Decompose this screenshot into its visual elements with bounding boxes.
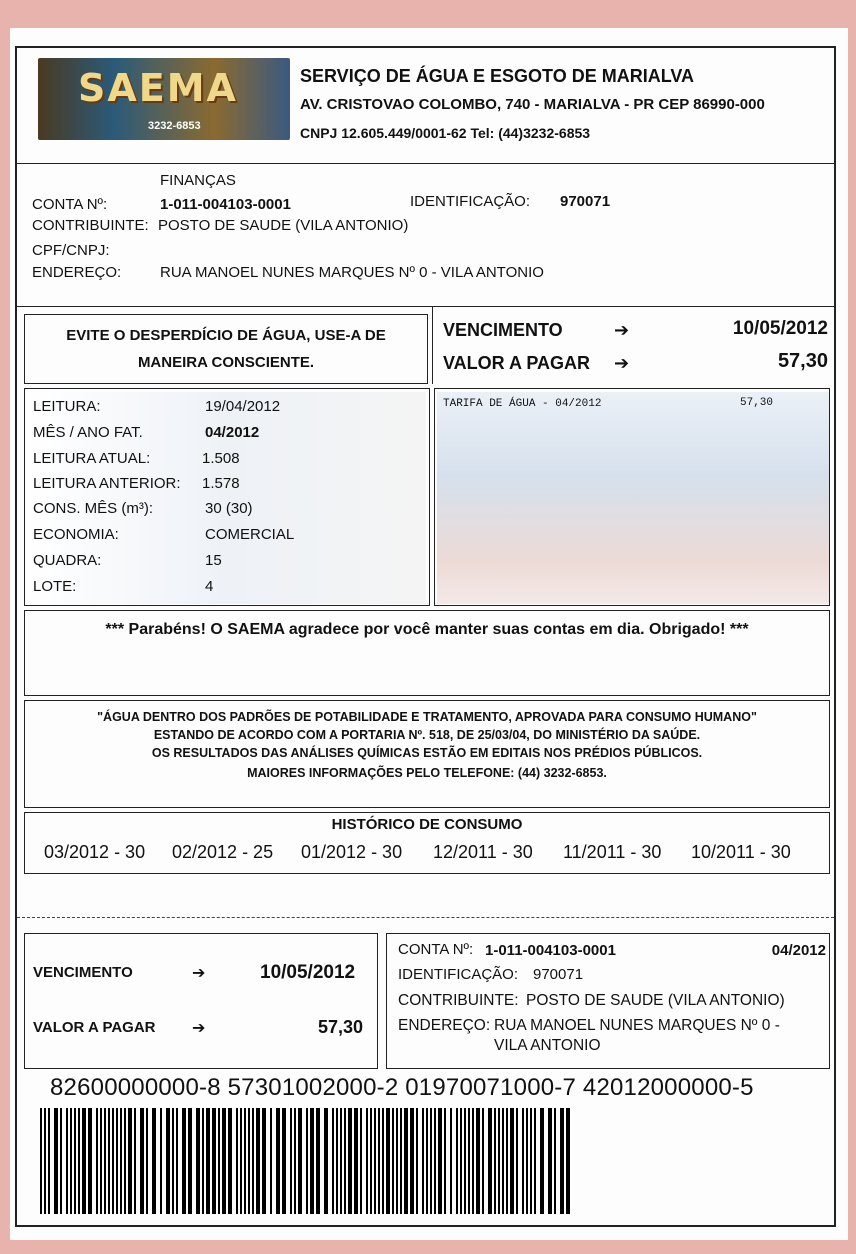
barcode-bar	[146, 1108, 148, 1214]
stub-contrib-value: POSTO DE SAUDE (VILA ANTONIO)	[526, 992, 785, 1009]
barcode-bar	[494, 1108, 496, 1214]
barcode-bar	[316, 1108, 320, 1214]
history-item: 11/2011 - 30	[563, 842, 662, 862]
reading-value: 1.578	[202, 475, 240, 492]
contrib-value: POSTO DE SAUDE (VILA ANTONIO)	[158, 217, 409, 234]
stub-amount-label: VALOR A PAGAR	[33, 1019, 156, 1036]
notice-line1: EVITE O DESPERDÍCIO DE ÁGUA, USE-A DE	[66, 327, 386, 344]
barcode-bar	[444, 1108, 446, 1214]
barcode-bar	[410, 1108, 414, 1214]
barcode-bar	[464, 1108, 466, 1214]
cut-line	[17, 917, 834, 918]
barcode-bar	[128, 1108, 132, 1214]
barcode-bar	[88, 1108, 92, 1214]
stub-endereco-value-cont: VILA ANTONIO	[494, 1037, 601, 1054]
barcode-bar	[378, 1108, 380, 1214]
barcode-bar	[160, 1108, 162, 1214]
amount-label: VALOR A PAGAR	[443, 353, 590, 373]
barcode-bar	[152, 1108, 156, 1214]
barcode-bar	[256, 1108, 260, 1214]
stub-endereco-label: ENDEREÇO:	[398, 1017, 491, 1034]
barcode-bar	[172, 1108, 174, 1214]
arrow-right-icon: ➔	[614, 353, 630, 374]
due-label: VENCIMENTO	[443, 320, 563, 340]
barcode-bar	[324, 1108, 328, 1214]
barcode-bar	[116, 1108, 118, 1214]
barcode-bar	[534, 1108, 536, 1214]
stub-due-date: 10/05/2012	[260, 962, 356, 983]
barcode-bar	[66, 1108, 68, 1214]
barcode-bar	[460, 1108, 462, 1214]
barcode-bar	[530, 1108, 532, 1214]
reading-label: LOTE:	[33, 578, 77, 595]
barcode-bar	[348, 1108, 352, 1214]
reading-label: CONS. MÊS (m³):	[33, 500, 153, 517]
barcode-bar	[510, 1108, 514, 1214]
barcode-bar	[386, 1108, 390, 1214]
barcode-bar	[74, 1108, 76, 1214]
contrib-label: CONTRIBUINTE:	[32, 217, 149, 234]
barcode-bar	[336, 1108, 338, 1214]
barcode-bar	[310, 1108, 314, 1214]
barcode-bar	[108, 1108, 110, 1214]
history-title: HISTÓRICO DE CONSUMO	[331, 816, 523, 833]
section-label: FINANÇAS	[160, 172, 236, 189]
barcode-bar	[166, 1108, 170, 1214]
conta-label: CONTA Nº:	[32, 196, 108, 213]
barcode-bar	[476, 1108, 480, 1214]
arrow-right-icon: ➔	[192, 963, 206, 982]
cpf-label: CPF/CNPJ:	[32, 242, 110, 259]
history-item: 03/2012 - 30	[44, 842, 146, 862]
barcode-bar	[134, 1108, 136, 1214]
barcode-bar	[416, 1108, 418, 1214]
barcode-bar	[426, 1108, 428, 1214]
barcode-bar	[48, 1108, 50, 1214]
history-item: 02/2012 - 25	[172, 842, 274, 862]
company-name: SERVIÇO DE ÁGUA E ESGOTO DE MARIALVA	[300, 66, 695, 86]
stub-conta-label: CONTA Nº:	[398, 941, 474, 958]
barcode-bar	[370, 1108, 372, 1214]
saema-logo	[38, 58, 290, 140]
ident-label: IDENTIFICAÇÃO:	[410, 193, 531, 210]
barcode-bar	[400, 1108, 402, 1214]
barcode-bar	[228, 1108, 232, 1214]
thank-you-message: *** Parabéns! O SAEMA agradece por você manter suas contas em dia. Obrigado! ***	[105, 621, 749, 638]
barcode-bar	[366, 1108, 368, 1214]
barcode-bar	[124, 1108, 126, 1214]
barcode-bar	[374, 1108, 376, 1214]
barcode-bar	[422, 1108, 424, 1214]
barcode-bar	[188, 1108, 192, 1214]
reading-label: ECONOMIA:	[33, 526, 119, 543]
reading-value: COMERCIAL	[205, 526, 295, 543]
barcode-bar	[196, 1108, 200, 1214]
barcode-bar	[104, 1108, 106, 1214]
barcode-bar	[294, 1108, 296, 1214]
barcode-bar	[482, 1108, 484, 1214]
reading-label: LEITURA ATUAL:	[33, 450, 151, 467]
logo-text: SAEMA	[78, 66, 238, 110]
barcode-bar	[236, 1108, 238, 1214]
barcode-bar	[176, 1108, 178, 1214]
amount-value: 57,30	[777, 350, 828, 372]
barcode-bar	[332, 1108, 334, 1214]
barcode-bar	[290, 1108, 292, 1214]
stub-amount-value: 57,30	[318, 1017, 364, 1037]
reading-value: 4	[205, 578, 214, 595]
barcode-bar	[360, 1108, 362, 1214]
barcode-bar	[566, 1108, 570, 1214]
barcode-bar	[248, 1108, 250, 1214]
endereco-value: RUA MANOEL NUNES MARQUES Nº 0 - VILA ANTONIO	[160, 264, 544, 281]
barcode-bar	[112, 1108, 114, 1214]
barcode-bar	[396, 1108, 398, 1214]
due-date: 10/05/2012	[732, 318, 828, 339]
barcode-bar	[54, 1108, 58, 1214]
barcode-bar	[502, 1108, 504, 1214]
barcode-bar	[78, 1108, 80, 1214]
barcode-bar	[540, 1108, 544, 1214]
barcode-bar	[262, 1108, 266, 1214]
quality-line4: MAIORES INFORMAÇÕES PELO TELEFONE: (44) 3232-6853.	[247, 766, 607, 780]
barcode-bar	[244, 1108, 246, 1214]
barcode-bar	[488, 1108, 492, 1214]
conta-value: 1-011-004103-0001	[160, 196, 291, 213]
barcode-bar	[218, 1108, 220, 1214]
barcode-bar	[526, 1108, 528, 1214]
barcode-bar	[472, 1108, 474, 1214]
stub-ident-label: IDENTIFICAÇÃO:	[398, 966, 519, 983]
history-item: 10/2011 - 30	[691, 842, 791, 862]
history-item: 01/2012 - 30	[301, 842, 403, 862]
tariff-value: 57,30	[740, 397, 774, 409]
quality-line1: "ÁGUA DENTRO DOS PADRÕES DE POTABILIDADE E TRATAMENTO, APROVADA PARA CONSUMO HUMANO"	[97, 710, 757, 724]
tariff-label: TARIFA DE ÁGUA - 04/2012	[443, 398, 602, 410]
barcode-bar	[206, 1108, 210, 1214]
ident-value: 970071	[560, 193, 611, 210]
reading-value: 1.508	[202, 450, 240, 467]
quality-line2: ESTANDO DE ACORDO COM A PORTARIA Nº. 518, DE 25/03/04, DO MINISTÉRIO DA SAÚDE.	[153, 728, 701, 742]
barcode-bar	[456, 1108, 458, 1214]
barcode-bar	[276, 1108, 280, 1214]
reading-label: LEITURA:	[33, 398, 101, 415]
notice-box	[24, 314, 428, 384]
divider	[432, 306, 433, 384]
barcode-bar	[44, 1108, 46, 1214]
reading-label: QUADRA:	[33, 552, 102, 569]
reading-label: LEITURA ANTERIOR:	[33, 475, 181, 492]
notice-line2: MANEIRA CONSCIENTE.	[137, 354, 315, 371]
stub-contrib-label: CONTRIBUINTE:	[398, 992, 519, 1009]
reading-value: 30 (30)	[205, 500, 253, 517]
logo-phone: 3232-6853	[148, 120, 201, 132]
barcode-bar	[212, 1108, 216, 1214]
barcode-bar	[60, 1108, 62, 1214]
barcode-bar	[270, 1108, 272, 1214]
barcode-bar	[240, 1108, 242, 1214]
barcode-bar	[560, 1108, 564, 1214]
stub-conta-value: 1-011-004103-0001	[485, 942, 616, 959]
barcode-bar	[344, 1108, 346, 1214]
barcode-bar	[554, 1108, 556, 1214]
barcode-bar	[82, 1108, 86, 1214]
history-item: 12/2011 - 30	[433, 842, 533, 862]
barcode-bar	[522, 1108, 524, 1214]
barcode-bar	[434, 1108, 436, 1214]
company-address: AV. CRISTOVAO COLOMBO, 740 - MARIALVA - PR CEP 86990-000	[300, 96, 765, 113]
arrow-right-icon: ➔	[614, 320, 630, 341]
barcode-bar	[298, 1108, 302, 1214]
endereco-label: ENDEREÇO:	[32, 264, 122, 281]
stub-endereco-value: RUA MANOEL NUNES MARQUES Nº 0 -	[494, 1017, 780, 1034]
barcode-bar	[96, 1108, 98, 1214]
barcode-bar	[182, 1108, 186, 1214]
arrow-right-icon: ➔	[192, 1018, 206, 1037]
stub-month: 04/2012	[771, 942, 826, 959]
barcode-bar	[306, 1108, 308, 1214]
reading-value: 15	[205, 552, 222, 569]
barcode-bar	[450, 1108, 452, 1214]
barcode-bar	[382, 1108, 384, 1214]
stub-due-label: VENCIMENTO	[33, 964, 133, 981]
reading-value: 04/2012	[205, 424, 260, 441]
reading-label: MÊS / ANO FAT.	[33, 424, 143, 441]
barcode-number: 82600000000-8 57301002000-2 01970071000-7 42012000000-5	[50, 1074, 754, 1101]
barcode-bar	[70, 1108, 72, 1214]
reading-value: 19/04/2012	[205, 398, 281, 415]
barcode-bar	[404, 1108, 408, 1214]
quality-line3: OS RESULTADOS DAS ANÁLISES QUÍMICAS ESTÃO EM EDITAIS NOS PRÉDIOS PÚBLICOS.	[151, 746, 703, 760]
tariff-box	[434, 388, 830, 606]
barcode-bar	[282, 1108, 286, 1214]
barcode-bar	[354, 1108, 358, 1214]
barcode-bar	[506, 1108, 508, 1214]
stub-ident-value: 970071	[533, 966, 584, 983]
barcode-bar	[252, 1108, 254, 1214]
barcode-bar	[392, 1108, 394, 1214]
barcode-bar	[100, 1108, 102, 1214]
barcode-bar	[516, 1108, 518, 1214]
barcode-bar	[120, 1108, 122, 1214]
barcode	[40, 1108, 575, 1214]
stub-due-box	[24, 933, 378, 1069]
divider	[15, 306, 836, 307]
barcode-bar	[140, 1108, 144, 1214]
barcode-bar	[438, 1108, 442, 1214]
barcode-bar	[340, 1108, 342, 1214]
barcode-bar	[498, 1108, 500, 1214]
barcode-bar	[202, 1108, 204, 1214]
company-cnpj-tel: CNPJ 12.605.449/0001-62 Tel: (44)3232-6853	[300, 125, 591, 141]
barcode-bar	[468, 1108, 470, 1214]
barcode-bar	[222, 1108, 226, 1214]
barcode-bar	[430, 1108, 432, 1214]
barcode-bar	[548, 1108, 552, 1214]
barcode-bar	[40, 1108, 42, 1214]
reading-box	[24, 388, 430, 606]
